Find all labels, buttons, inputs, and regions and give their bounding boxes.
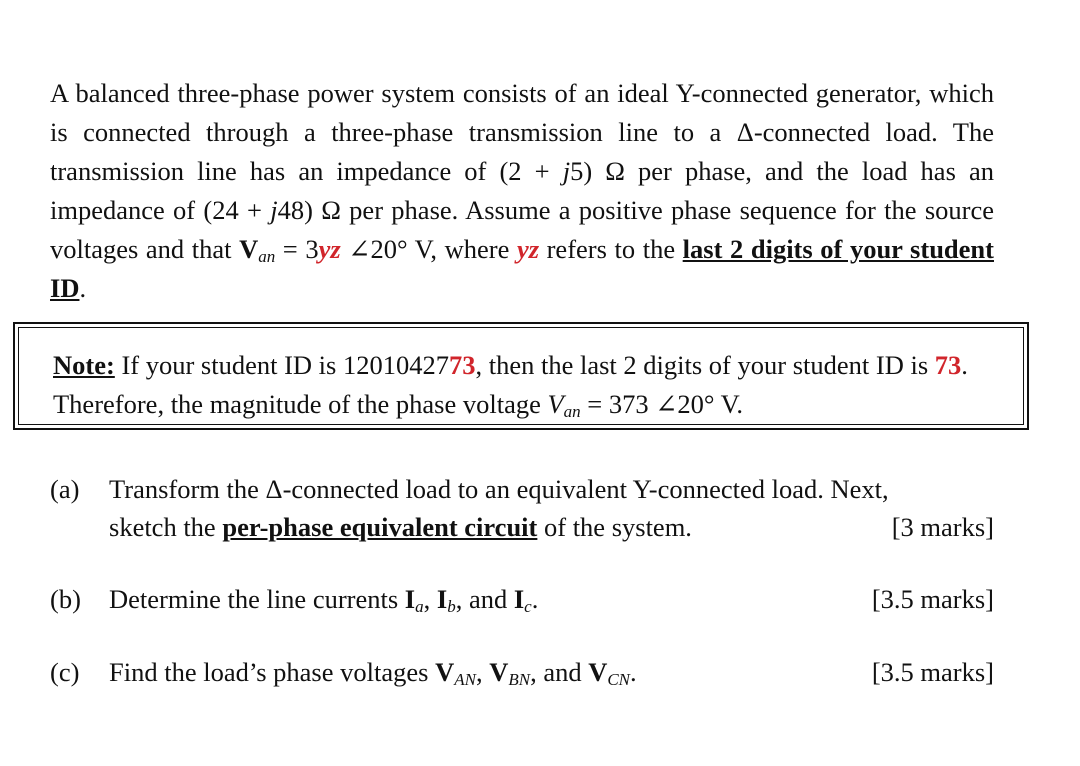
separator: , and	[455, 584, 514, 614]
voltage-subscript: an	[258, 247, 276, 266]
current-subscript: a	[415, 597, 424, 616]
note-text: If your student ID is 12010427	[114, 350, 449, 380]
yz-placeholder: yz	[516, 234, 540, 264]
current-symbol: I	[404, 584, 416, 614]
voltage-subscript: BN	[508, 670, 531, 689]
separator: .	[630, 657, 637, 687]
voltage-subscript: AN	[454, 670, 476, 689]
separator: .	[531, 584, 539, 614]
current-subscript: b	[447, 597, 456, 616]
yz-placeholder: yz	[318, 234, 341, 264]
part-text: Find the load’s phase voltages	[109, 657, 436, 687]
note-box	[13, 322, 1029, 430]
part-label: (c)	[50, 657, 80, 687]
current-subscript: c	[524, 597, 532, 616]
note-content	[18, 327, 1024, 425]
separator: ,	[475, 657, 490, 687]
last-digits: 73	[934, 350, 962, 380]
intro-text: 5) Ω per phase, and the load has an impedance of (24 +	[50, 156, 994, 225]
intro-text: = 3	[275, 234, 319, 264]
voltage-subscript: CN	[607, 670, 631, 689]
intro-text: refers to the	[539, 234, 683, 264]
voltage-symbol: V	[435, 657, 455, 687]
id-tail-digits: 73	[448, 350, 476, 380]
imag-unit: j	[562, 156, 571, 186]
voltage-symbol: V	[588, 657, 608, 687]
voltage-subscript: an	[563, 402, 581, 421]
part-label: (b)	[50, 584, 81, 614]
intro-text: ∠20° V, where	[340, 234, 517, 264]
current-symbol: I	[513, 584, 525, 614]
marks-label: [3 marks]	[891, 512, 994, 542]
current-symbol: I	[436, 584, 448, 614]
note-text: , then the last 2 digits of your student ID is	[475, 350, 935, 380]
part-text: of the system.	[537, 512, 692, 542]
note-label: Note:	[53, 350, 115, 380]
imag-unit: j	[270, 195, 278, 225]
note-text: . Therefore, the magnitude of the phase voltage	[53, 350, 968, 419]
problem-statement	[50, 74, 994, 308]
part-b	[50, 580, 994, 618]
part-text: Determine the line currents	[109, 584, 405, 614]
marks-label: [3.5 marks]	[871, 584, 994, 614]
separator: ,	[423, 584, 437, 614]
part-a	[50, 470, 994, 546]
part-text: Transform the Δ-connected load to an equivalent Y-connected load. Next,	[109, 474, 889, 504]
voltage-symbol: V	[239, 234, 259, 264]
per-phase-emphasis: per-phase equivalent circuit	[222, 512, 538, 542]
student-id-emphasis: last 2 digits of your student ID	[50, 234, 994, 303]
voltage-symbol: V	[489, 657, 509, 687]
part-label: (a)	[50, 474, 80, 504]
part-c	[50, 653, 994, 691]
intro-text: .	[79, 273, 87, 303]
intro-text: A balanced three-phase power system consists of an ideal Y-connected generator, which is connected through a three-phase transmission line to a Δ-connected load. The transmission line has an impedance of (2 +	[50, 78, 994, 186]
voltage-symbol: V	[547, 389, 564, 419]
part-text: sketch the	[109, 512, 223, 542]
intro-text: 48) Ω per phase. Assume a positive phase sequence for the source voltages and that	[50, 195, 994, 264]
marks-label: [3.5 marks]	[871, 657, 994, 687]
note-text: = 373 ∠20° V.	[580, 389, 744, 419]
separator: , and	[530, 657, 589, 687]
